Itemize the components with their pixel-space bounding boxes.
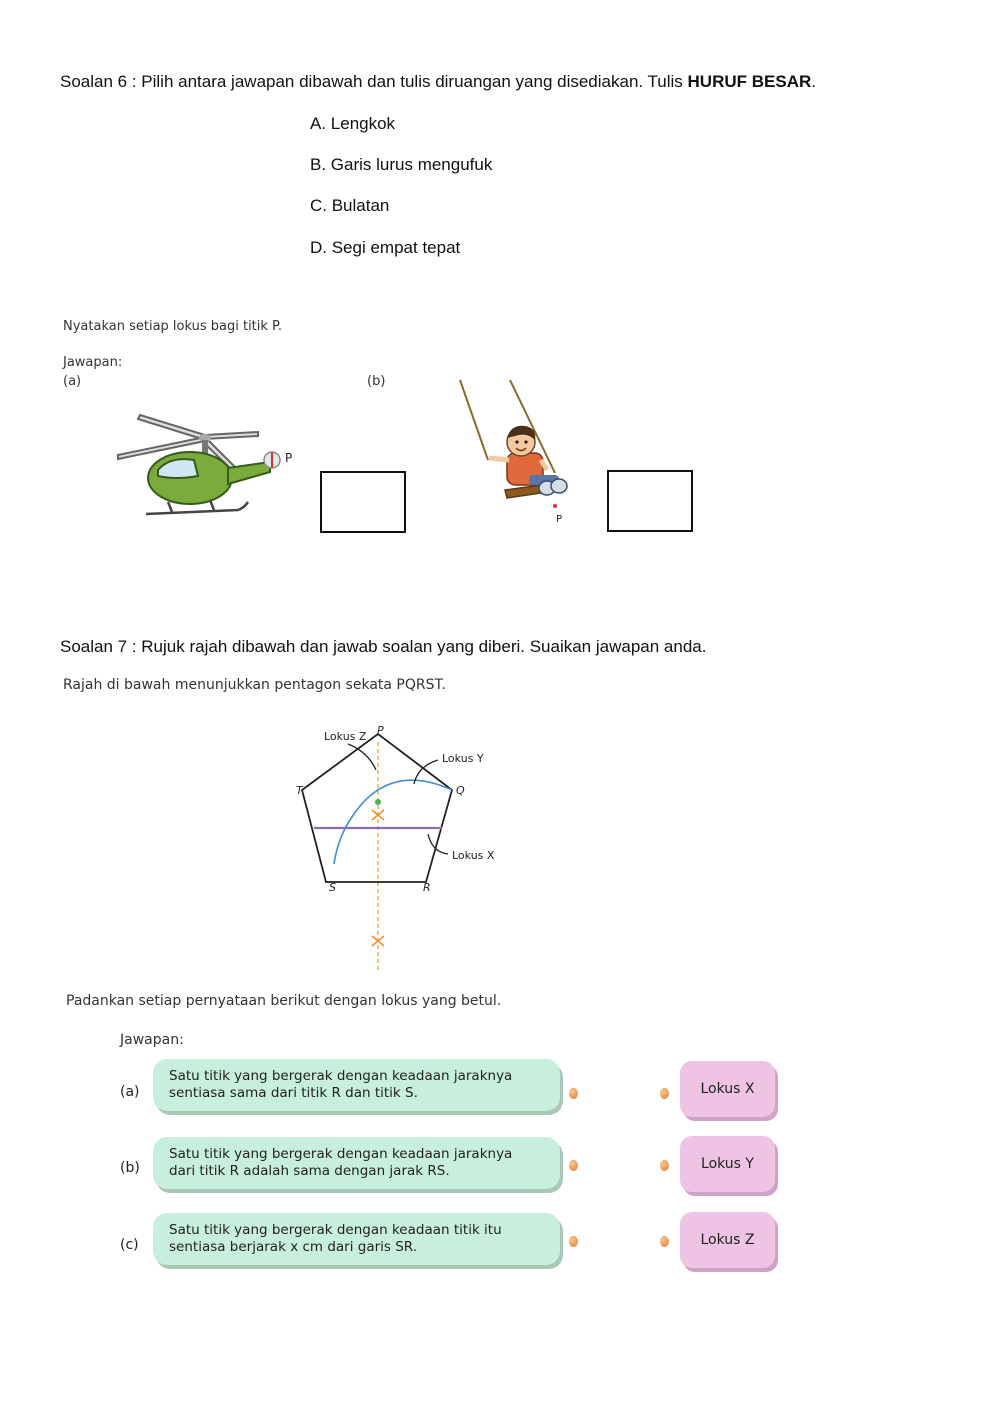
q6-answer-label: Jawapan: bbox=[63, 355, 123, 370]
locus-card-y[interactable]: Lokus Y bbox=[680, 1136, 775, 1192]
swing-illustration bbox=[455, 378, 580, 518]
statement-card-a[interactable] bbox=[153, 1059, 560, 1111]
statement-a-tag: (a) bbox=[120, 1084, 140, 1100]
label-lokus-z: Lokus Z bbox=[324, 730, 367, 743]
lokus-z-connector-dot[interactable] bbox=[660, 1236, 669, 1247]
statement-a-line2: sentiasa sama dari titik R dan titik S. bbox=[169, 1085, 418, 1101]
statement-b-tag: (b) bbox=[120, 1160, 140, 1176]
q6-title-bold: HURUF BESAR bbox=[687, 72, 812, 91]
vertex-t: T bbox=[296, 784, 303, 797]
statement-b-line2: dari titik R adalah sama dengan jarak RS. bbox=[169, 1163, 450, 1179]
statement-card-c[interactable] bbox=[153, 1213, 560, 1265]
statement-b-connector-dot[interactable] bbox=[569, 1160, 578, 1171]
pentagon-diagram bbox=[280, 722, 520, 972]
q6-title: Soalan 6 : Pilih antara jawapan dibawah dan tulis diruangan yang disediakan. Tulis HURUF BESAR. bbox=[60, 72, 816, 91]
q6-part-a: (a) bbox=[63, 374, 82, 389]
vertex-p: P bbox=[377, 724, 384, 737]
label-lokus-x: Lokus X bbox=[452, 849, 495, 862]
answer-box-a[interactable] bbox=[320, 471, 406, 533]
locus-card-x[interactable]: Lokus X bbox=[680, 1061, 775, 1117]
statement-c-line1: Satu titik yang bergerak dengan keadaan titik itu bbox=[169, 1222, 502, 1238]
statement-c-line2: sentiasa berjarak x cm dari garis SR. bbox=[169, 1239, 417, 1255]
q6-instruction: Nyatakan setiap lokus bagi titik P. bbox=[63, 319, 282, 334]
q6-option-c: C. Bulatan bbox=[310, 196, 390, 215]
pentagon-shape bbox=[302, 734, 452, 882]
statement-card-b[interactable] bbox=[153, 1137, 560, 1189]
vertex-q: Q bbox=[456, 784, 465, 797]
q7-answer-label: Jawapan: bbox=[120, 1032, 184, 1048]
lokus-y-connector-dot[interactable] bbox=[660, 1160, 669, 1171]
q6-option-d: D. Segi empat tepat bbox=[310, 238, 461, 257]
statement-a-line1: Satu titik yang bergerak dengan keadaan jaraknya bbox=[169, 1068, 513, 1084]
helicopter-point-label: P bbox=[285, 451, 293, 465]
vertex-r: R bbox=[423, 881, 431, 894]
helicopter-illustration bbox=[110, 410, 310, 525]
statement-c-tag: (c) bbox=[120, 1237, 139, 1253]
lokus-x-connector-dot[interactable] bbox=[660, 1088, 669, 1099]
q7-match-instruction: Padankan setiap pernyataan berikut dengan lokus yang betul. bbox=[66, 993, 502, 1009]
statement-a-connector-dot[interactable] bbox=[569, 1088, 578, 1099]
q6-option-a: A. Lengkok bbox=[310, 114, 396, 133]
locus-card-z[interactable]: Lokus Z bbox=[680, 1212, 775, 1268]
swing-point-label: P bbox=[556, 514, 563, 525]
statement-c-connector-dot[interactable] bbox=[569, 1236, 578, 1247]
statement-b-line1: Satu titik yang bergerak dengan keadaan jaraknya bbox=[169, 1146, 513, 1162]
q7-diagram-caption: Rajah di bawah menunjukkan pentagon sekata PQRST. bbox=[63, 677, 446, 693]
q6-option-b: B. Garis lurus mengufuk bbox=[310, 155, 493, 174]
q6-part-b: (b) bbox=[367, 374, 386, 389]
vertex-s: S bbox=[329, 881, 336, 894]
answer-box-b[interactable] bbox=[607, 470, 693, 532]
q7-title: Soalan 7 : Rujuk rajah dibawah dan jawab soalan yang diberi. Suaikan jawapan anda. bbox=[60, 637, 707, 656]
label-lokus-y: Lokus Y bbox=[442, 752, 484, 765]
